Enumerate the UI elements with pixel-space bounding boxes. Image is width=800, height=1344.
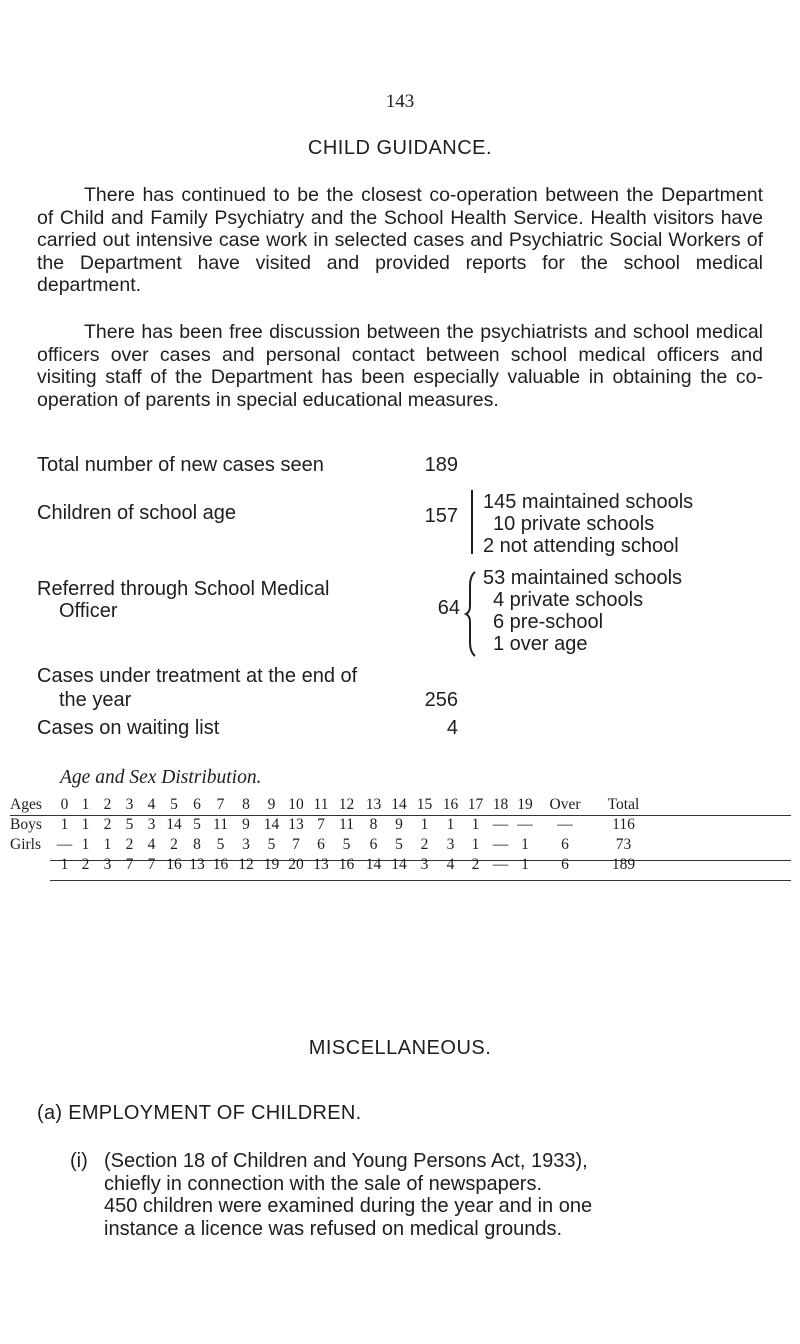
row-label: Girls	[10, 836, 41, 853]
table-header-row	[10, 795, 654, 815]
table-cell: 3	[147, 816, 156, 833]
header-cell: 2	[103, 796, 112, 813]
section-heading: CHILD GUIDANCE.	[307, 137, 493, 159]
table-bottom-rule	[50, 880, 791, 881]
table-cell: —	[517, 816, 533, 833]
table-cell: 9	[242, 816, 250, 833]
page-number: 143	[385, 91, 415, 112]
row-label: Boys	[10, 816, 42, 833]
table-cell: 14	[166, 816, 182, 833]
table-cell: 1	[81, 816, 90, 833]
table-cell: 16	[166, 856, 182, 873]
table-cell: 3	[446, 836, 455, 853]
table-cell: —	[557, 816, 573, 833]
table-cell: 7	[147, 856, 156, 873]
item-line: instance a licence was refused on medical grounds.	[104, 1217, 563, 1240]
referred-breakdown-2: 4 private schools	[493, 589, 644, 611]
school-age-breakdown-2: 10 private schools	[493, 513, 655, 535]
header-cell: 14	[391, 796, 407, 813]
table-cell: —	[492, 856, 509, 873]
table-cell: 4	[446, 856, 455, 873]
miscellaneous-heading: MISCELLANEOUS.	[308, 1037, 492, 1059]
waiting-value: 4	[446, 717, 458, 739]
table-cell: 5	[342, 836, 351, 853]
row-label	[10, 855, 54, 875]
paragraph-2: There has been free discussion between the psychiatrists and school medical officers over cases and personal contact between school medical officers and visiting staff of the Department has been especially valuable in obtaining the co-operation of parents in special educational measures.	[37, 321, 763, 411]
header-cell: 11	[313, 796, 329, 813]
employment-heading: (a) EMPLOYMENT OF CHILDREN.	[37, 1102, 362, 1124]
table-cell: 11	[339, 816, 354, 833]
table-cell: 1	[60, 816, 69, 833]
table-row-totals	[10, 855, 654, 875]
header-cell: 13	[365, 796, 382, 813]
table-cell: 1	[471, 816, 480, 833]
table-cell: 5	[267, 836, 276, 853]
header-cell: 6	[193, 796, 201, 813]
header-cell: 3	[125, 796, 134, 813]
header-cell: 5	[170, 796, 178, 813]
header-cell: 15	[416, 796, 433, 813]
header-cell: 19	[517, 796, 533, 813]
header-cell: 1	[81, 796, 90, 813]
table-cell: 13	[313, 856, 329, 873]
header-cell: 4	[147, 796, 156, 813]
item-line: 450 children were examined during the year and in one	[104, 1195, 593, 1217]
table-cell: 2	[125, 836, 134, 853]
table-cell: 7	[317, 816, 325, 833]
header-cell: 17	[467, 796, 484, 813]
table-cell: 4	[147, 836, 156, 853]
table-cell: 13	[189, 856, 205, 873]
item-line: (Section 18 of Children and Young Persons Act, 1933),	[104, 1150, 588, 1172]
table-cell: 14	[365, 856, 382, 873]
school-age-value: 157	[424, 505, 458, 527]
total-cases-label: Total number of new cases seen	[37, 454, 324, 476]
school-age-label: Children of school age	[37, 502, 237, 524]
school-age-breakdown-1: 145 maintained schools	[483, 491, 694, 513]
table-cell: 5	[216, 836, 225, 853]
item-number: (i)	[70, 1150, 88, 1172]
table-cell: 73	[615, 836, 632, 853]
table-cell: 8	[193, 836, 201, 853]
table-cell: 5	[125, 816, 134, 833]
table-cell: 3	[242, 836, 250, 853]
header-cell: 12	[338, 796, 355, 813]
table-cell: 8	[369, 816, 378, 833]
table-cell: 14	[391, 856, 407, 873]
table-cell: 3	[103, 856, 112, 873]
header-cell: Total	[607, 796, 640, 813]
table-cell: 1	[521, 836, 529, 853]
referred-breakdown-1: 53 maintained schools	[483, 567, 683, 589]
paragraph-1: There has continued to be the closest co-operation between the Department of Child and Family Psychiatry and the School Health Service. Health visitors have carried out intensive case work in selected cases and Psychiatric Social Workers of the Department have visited and provided reports for the school medical department.	[37, 184, 763, 297]
table-cell: 1	[420, 816, 429, 833]
table-cell: 2	[170, 836, 178, 853]
table-cell: 20	[288, 856, 304, 873]
age-sex-table	[10, 795, 654, 875]
referred-breakdown-4: 1 over age	[493, 633, 588, 655]
table-cell: 1	[471, 836, 480, 853]
referred-label-line2: Officer	[59, 600, 118, 622]
header-cell: 10	[288, 796, 304, 813]
table-cell: —	[492, 836, 509, 853]
header-cell: 8	[242, 796, 250, 813]
table-cell: 189	[611, 856, 636, 873]
waiting-label: Cases on waiting list	[37, 717, 220, 739]
header-cell: 16	[442, 796, 459, 813]
table-cell: 1	[103, 836, 112, 853]
treatment-value: 256	[424, 689, 458, 711]
treatment-label-line2: the year	[59, 689, 132, 711]
table-cell: 16	[212, 856, 229, 873]
table-cell: 1	[60, 856, 69, 873]
header-cell: 7	[216, 796, 225, 813]
referred-breakdown-3: 6 pre-school	[493, 611, 604, 633]
table-cell: 16	[338, 856, 355, 873]
table-cell: 7	[125, 856, 134, 873]
table-cell: 116	[612, 816, 635, 833]
total-cases-value: 189	[424, 454, 458, 476]
school-age-breakdown-3: 2 not attending school	[483, 535, 679, 557]
table-cell: 19	[263, 856, 280, 873]
table-cell: 1	[446, 816, 455, 833]
header-cell: 18	[492, 796, 509, 813]
table-cell: 12	[238, 856, 254, 873]
item-line: chiefly in connection with the sale of newspapers.	[104, 1172, 543, 1195]
item-text	[104, 1150, 762, 1240]
table-cell: 2	[81, 856, 90, 873]
header-cell: Ages	[10, 796, 42, 813]
referred-label-line1: Referred through School Medical	[37, 578, 330, 600]
table-cell: 5	[395, 836, 403, 853]
table-cell: 1	[81, 836, 90, 853]
table-cell: 9	[395, 816, 403, 833]
table-cell: 3	[420, 856, 429, 873]
brace-referred	[464, 566, 478, 668]
distribution-caption: Age and Sex Distribution.	[60, 767, 262, 788]
table-cell: 6	[561, 836, 569, 853]
header-cell: 9	[267, 796, 276, 813]
table-row-boys	[10, 815, 654, 835]
header-cell: 0	[60, 796, 69, 813]
table-cell: 6	[369, 836, 378, 853]
table-cell: 14	[263, 816, 280, 833]
table-cell: 6	[317, 836, 325, 853]
table-row-girls	[10, 835, 654, 855]
table-cell: 11	[213, 816, 228, 833]
table-cell: 6	[561, 856, 569, 873]
table-cell: 2	[420, 836, 429, 853]
table-cell: 2	[103, 816, 112, 833]
brace-school-age	[464, 484, 478, 566]
table-cell: —	[56, 836, 73, 853]
table-cell: 7	[292, 836, 300, 853]
referred-value: 64	[437, 597, 460, 619]
table-cell: 13	[288, 816, 304, 833]
treatment-label-line1: Cases under treatment at the end of	[37, 665, 358, 687]
table-cell: 5	[193, 816, 201, 833]
table-cell: 2	[471, 856, 480, 873]
header-cell: Over	[549, 796, 581, 813]
table-cell: 1	[521, 856, 529, 873]
table-cell: —	[492, 816, 509, 833]
